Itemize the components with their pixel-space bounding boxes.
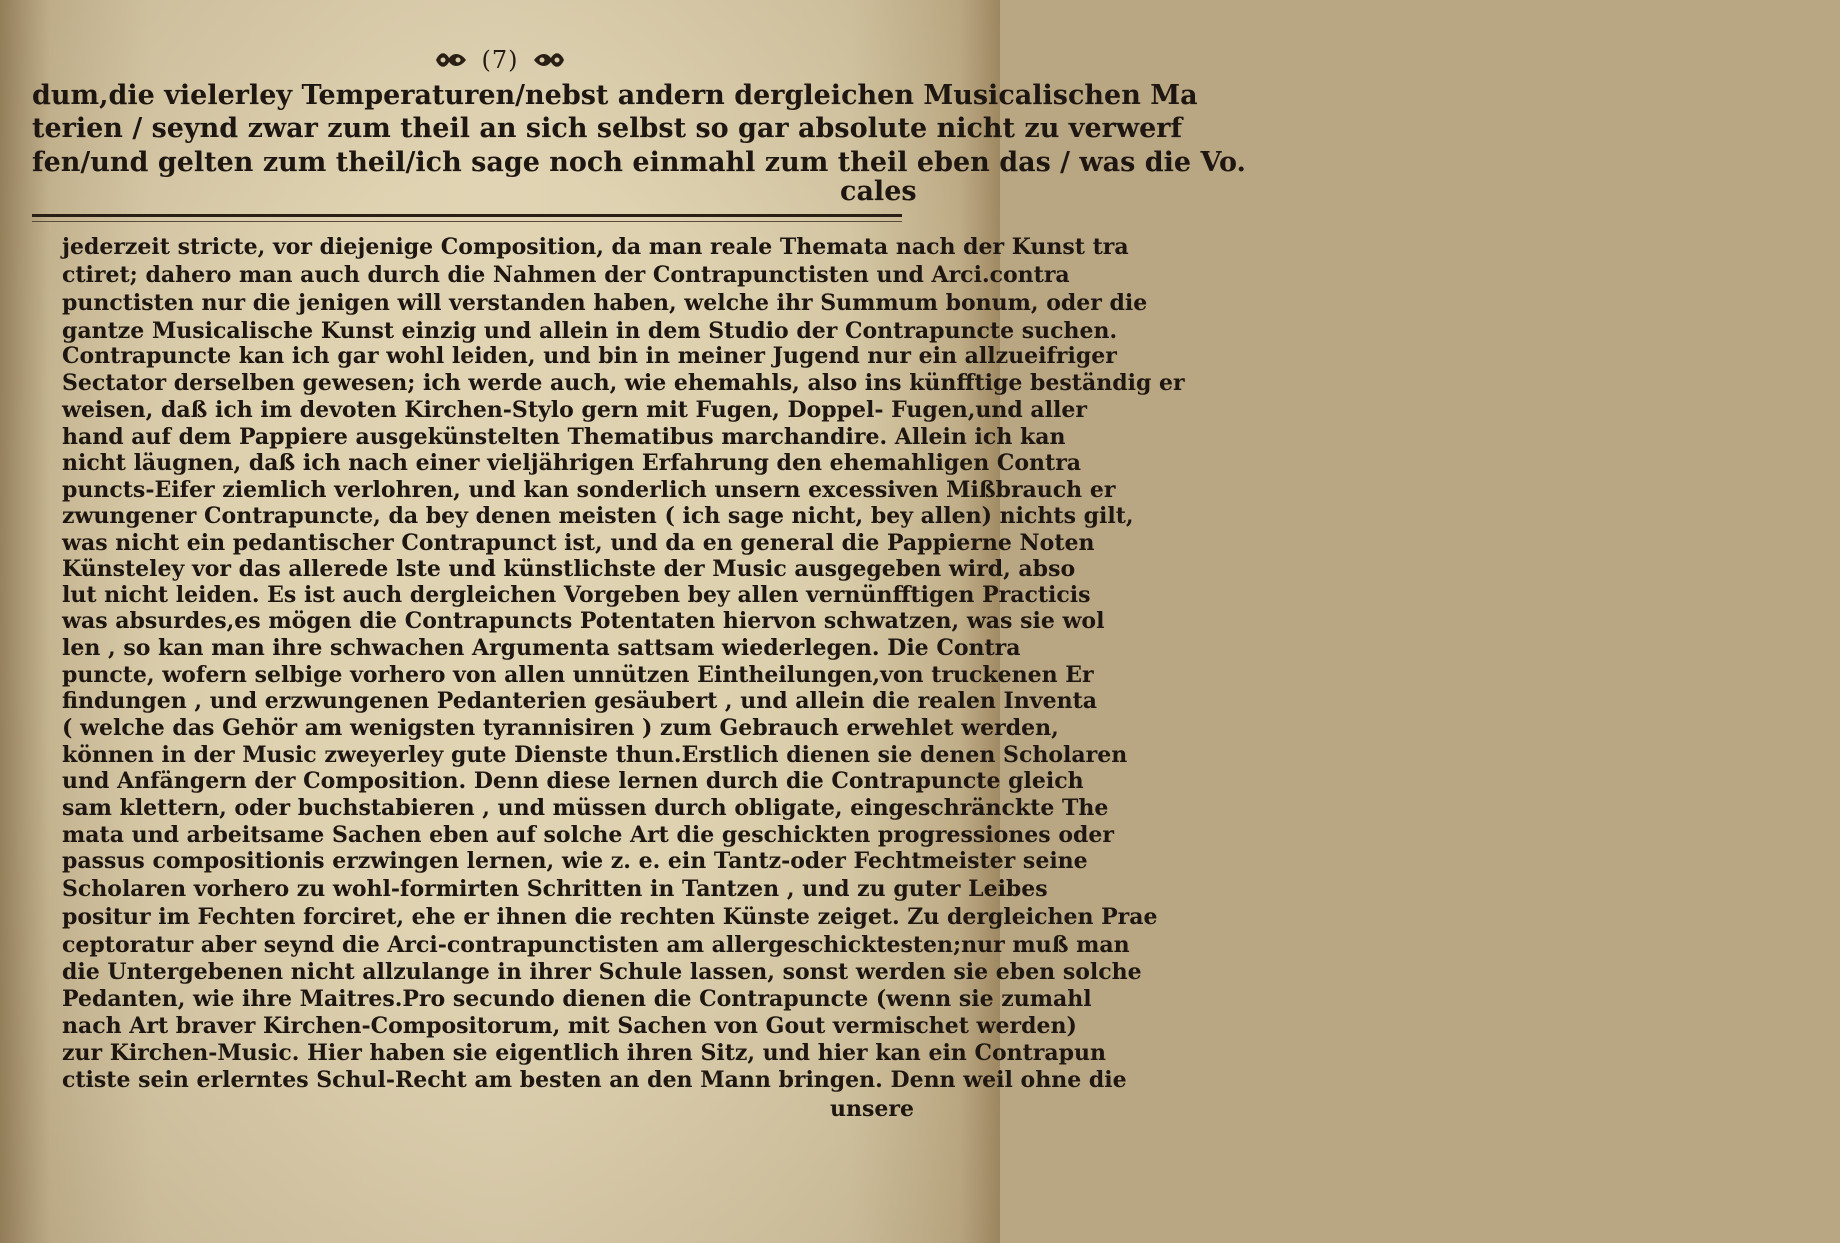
right-ornament-icon <box>532 49 566 71</box>
text-line: len , so kan man ihre schwachen Argumenta sattsam wiederlegen. Die Contra <box>62 635 1021 661</box>
text-line: positur im Fechten forciret, ehe er ihnen die rechten Künste zeiget. Zu dergleichen Prae <box>62 904 1158 930</box>
text-line: und Anfängern der Composition. Denn diese lernen durch die Contrapuncte gleich <box>62 768 1084 794</box>
text-line: mata und arbeitsame Sachen eben auf solche Art die geschickten progressiones oder <box>62 822 1114 848</box>
text-line: Scholaren vorhero zu wohl-formirten Schritten in Tantzen , und zu guter Leibes <box>62 876 1048 902</box>
text-line: Künsteley vor das allerede lste und künstlichste der Music ausgegeben wird, abso <box>62 556 1076 582</box>
left-ornament-icon <box>434 49 468 71</box>
text-line: lut nicht leiden. Es ist auch dergleichen Vorgeben bey allen vernünfftigen Practicis <box>62 582 1091 608</box>
text-line: findungen , und erzwungenen Pedanterien gesäubert , und allein die realen Inventa <box>62 688 1097 714</box>
text-line: jederzeit stricte, vor diejenige Composition, da man reale Themata nach der Kunst tra <box>62 234 1129 260</box>
page-header <box>0 44 1000 80</box>
divider-rule <box>32 214 902 222</box>
text-line: Pedanten, wie ihre Maitres.Pro secundo dienen die Contrapuncte (wenn sie zumahl <box>62 986 1092 1012</box>
text-line: hand auf dem Pappiere ausgekünstelten Thematibus marchandire. Allein ich kan <box>62 424 1066 450</box>
text-line: gantze Musicalische Kunst einzig und allein in dem Studio der Contrapuncte suchen. <box>62 318 1118 344</box>
text-line: terien / seynd zwar zum theil an sich selbst so gar absolute nicht zu verwerf <box>32 113 1183 144</box>
text-line: puncts-Eifer ziemlich verlohren, und kan sonderlich unsern excessiven Mißbrauch er <box>62 477 1116 503</box>
text-line: ctiret; dahero man auch durch die Nahmen der Contrapunctisten und Arci.contra <box>62 262 1070 288</box>
text-line: weisen, daß ich im devoten Kirchen-Stylo gern mit Fugen, Doppel- Fugen,und aller <box>62 397 1087 423</box>
text-line: sam klettern, oder buchstabieren , und müssen durch obligate, eingeschränckte The <box>62 795 1109 821</box>
catchword-bottom: unsere <box>830 1096 914 1122</box>
text-line: was absurdes,es mögen die Contrapuncts Potentaten hiervon schwatzen, was sie wol <box>62 608 1105 634</box>
text-line: ctiste sein erlerntes Schul-Recht am besten an den Mann bringen. Denn weil ohne die <box>62 1067 1127 1093</box>
catchword-top: cales <box>840 176 917 207</box>
text-line: dum,die vielerley Temperaturen/nebst andern dergleichen Musicalischen Ma <box>32 80 1198 111</box>
text-line: nach Art braver Kirchen-Compositorum, mit Sachen von Gout vermischet werden) <box>62 1013 1077 1039</box>
text-line: können in der Music zweyerley gute Dienste thun.Erstlich dienen sie denen Scholaren <box>62 742 1128 768</box>
text-line: Contrapuncte kan ich gar wohl leiden, und bin in meiner Jugend nur ein allzueifriger <box>62 343 1117 369</box>
text-line: Sectator derselben gewesen; ich werde auch, wie ehemahls, also ins künfftige beständig er <box>62 370 1185 396</box>
text-line: zwungener Contrapuncte, da bey denen meisten ( ich sage nicht, bey allen) nichts gilt, <box>62 503 1134 529</box>
text-line: nicht läugnen, daß ich nach einer vieljährigen Erfahrung den ehemahligen Contra <box>62 450 1082 476</box>
text-line: was nicht ein pedantischer Contrapunct ist, und da en general die Pappierne Noten <box>62 530 1095 556</box>
text-line: puncte, wofern selbige vorhero von allen unnützen Eintheilungen,von truckenen Er <box>62 662 1094 688</box>
text-line: ceptoratur aber seynd die Arci-contrapunctisten am allergeschicktesten;nur muß man <box>62 932 1130 958</box>
text-line: fen/und gelten zum theil/ich sage noch einmahl zum theil eben das / was die Vo. <box>32 147 1246 178</box>
text-line: passus compositionis erzwingen lernen, wie z. e. ein Tantz-oder Fechtmeister seine <box>62 848 1088 874</box>
text-line: punctisten nur die jenigen will verstanden haben, welche ihr Summum bonum, oder die <box>62 290 1148 316</box>
text-line: zur Kirchen-Music. Hier haben sie eigentlich ihren Sitz, und hier kan ein Contrapun <box>62 1040 1107 1066</box>
text-line: ( welche das Gehör am wenigsten tyrannisiren ) zum Gebrauch erwehlet werden, <box>62 715 1059 741</box>
text-line: die Untergebenen nicht allzulange in ihrer Schule lassen, sonst werden sie eben solche <box>62 959 1142 985</box>
page-number: (7) <box>481 45 519 74</box>
